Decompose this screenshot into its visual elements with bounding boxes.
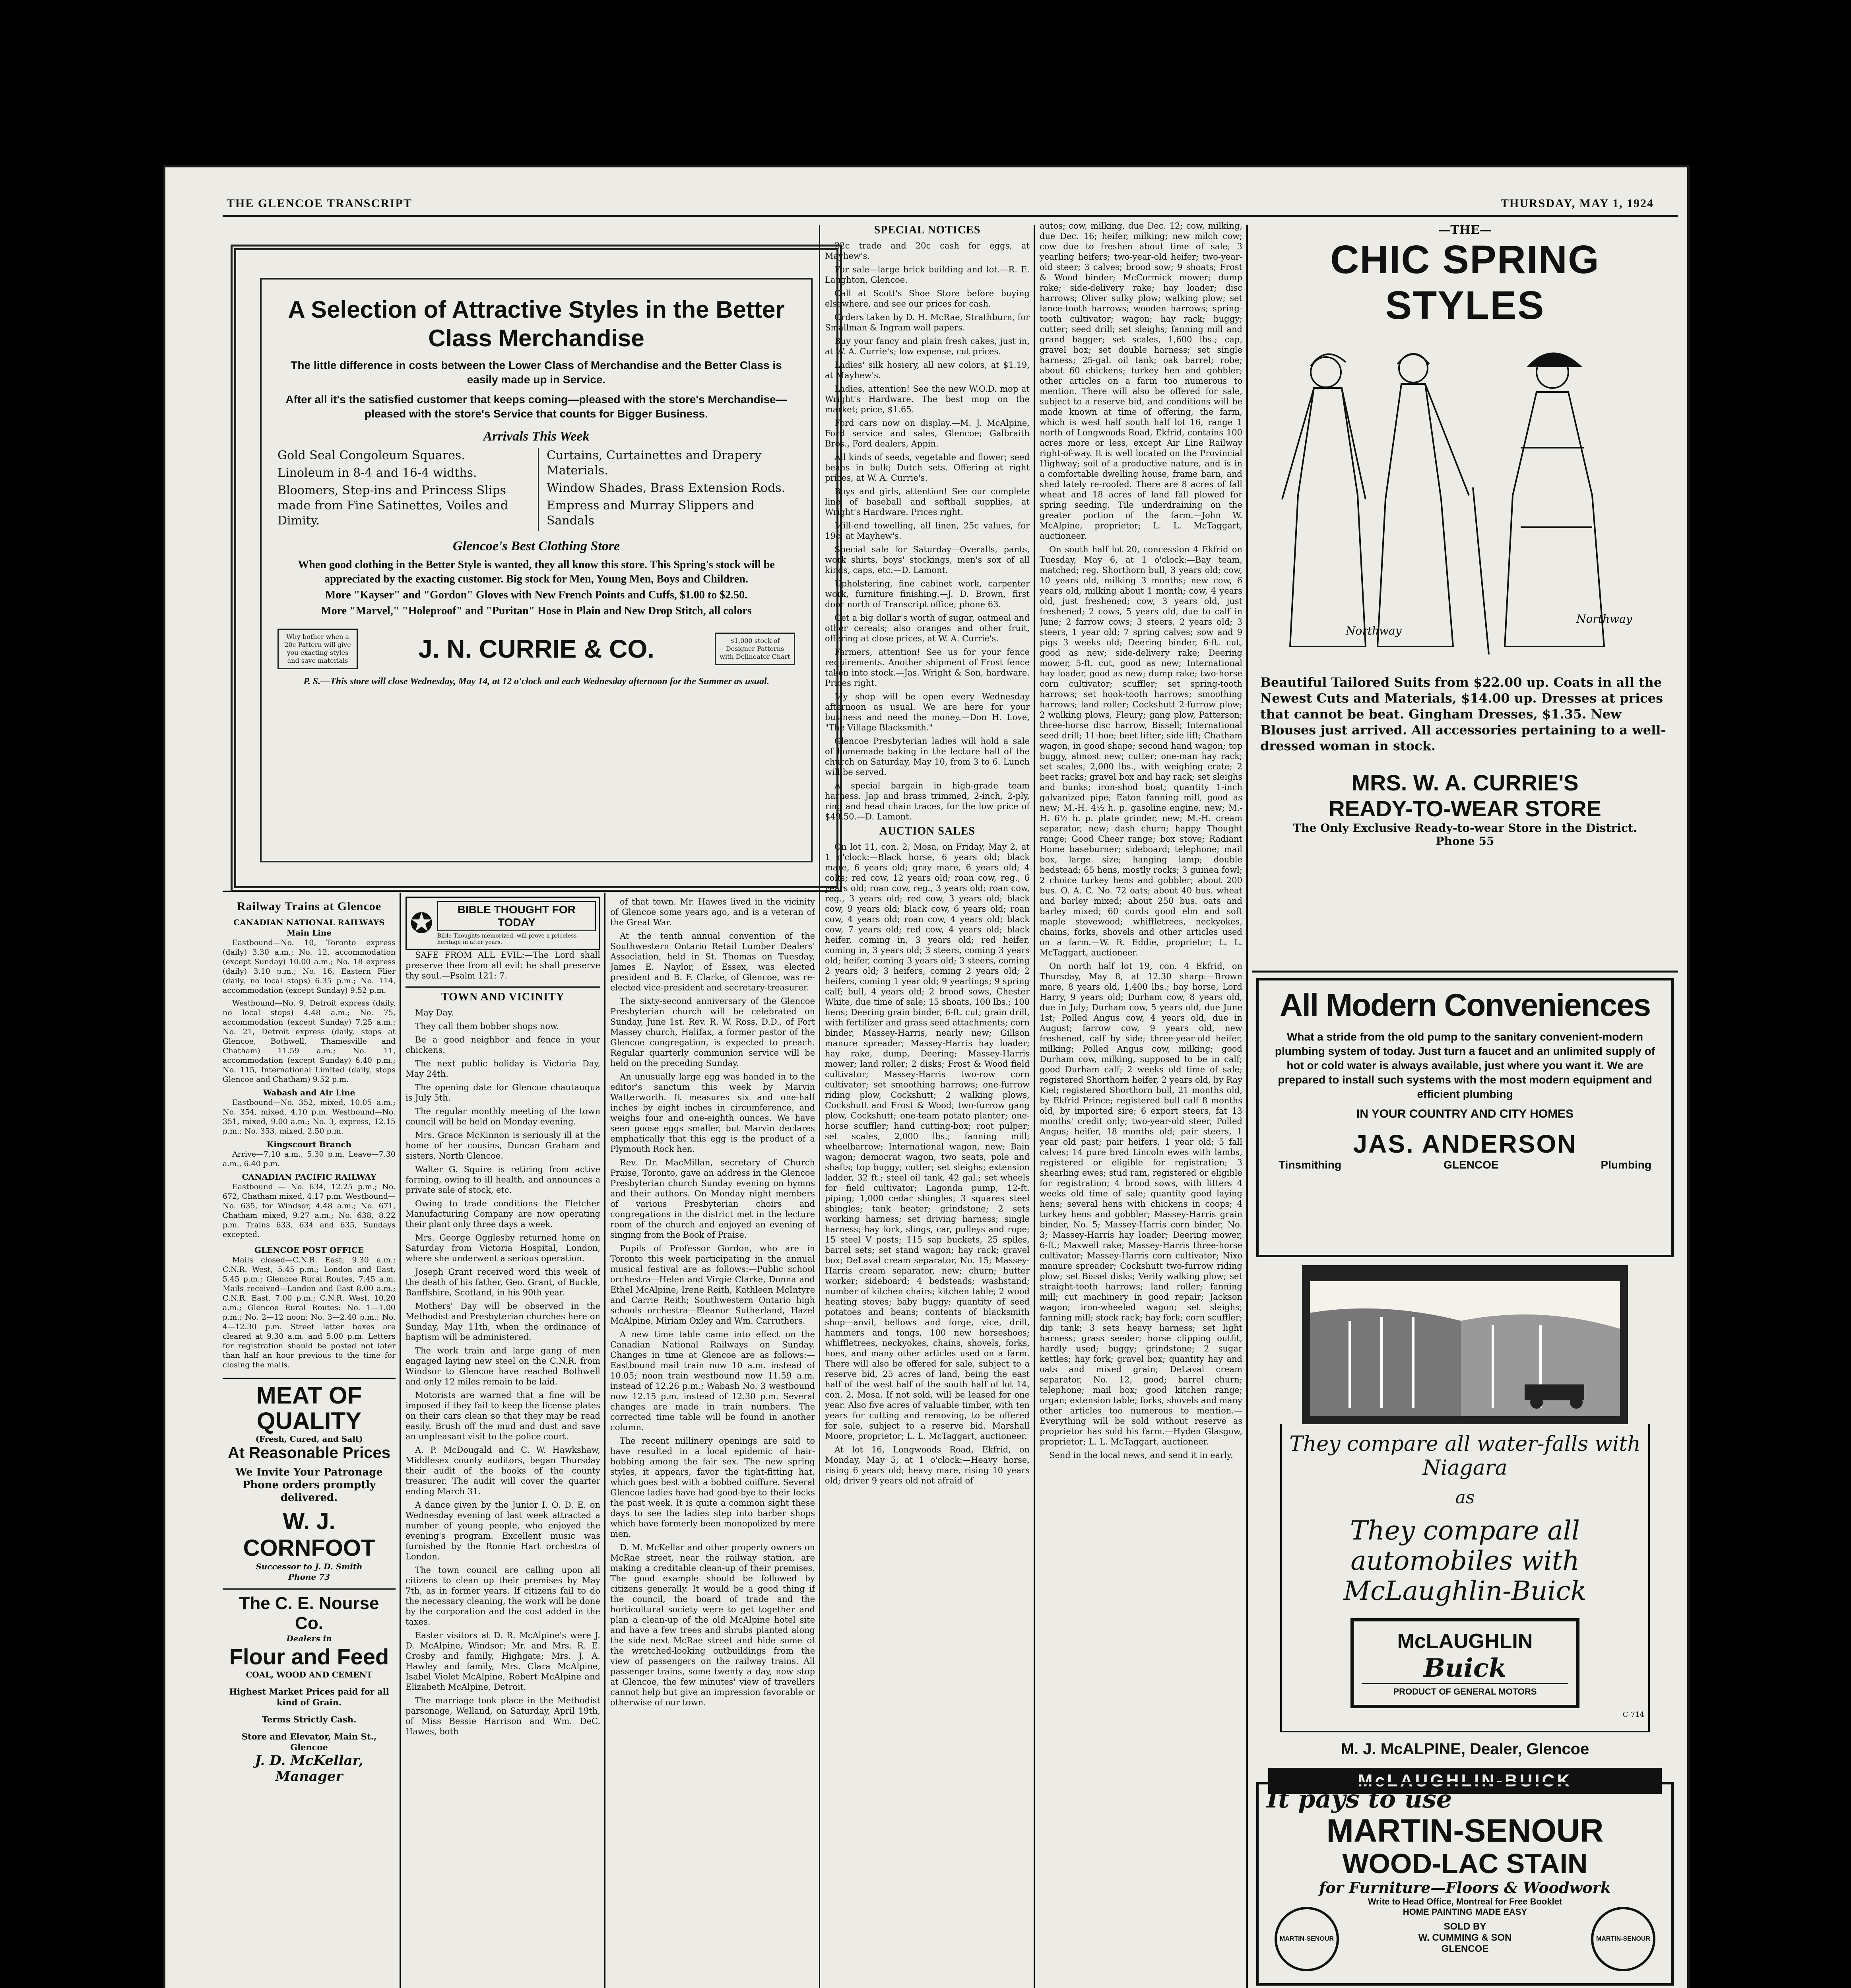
local-news-item: A new time table came into effect on the Canadian National Railways on Sunday. Changes in time at Glencoe are as follows:—Eastbound mail train now 10 a.m. instead of 10.05; noon train westbound now 11.59 a.m. instead of 12.26 p.m.; Wabash No. 3 westbound now 12.15 p.m. instead of 12.30 p.m. Several changes are made in train numbers. The corrected time table will be found in another column.: [610, 1330, 815, 1432]
currie-bottom-rule: [223, 891, 819, 892]
nourse-terms: Terms Strictly Cash.: [262, 1714, 357, 1724]
town-news-item: Mothers' Day will be observed in the Methodist and Presbyterian churches here on Sunday, May 11th, when the ordinance of baptism will be administered.: [406, 1301, 600, 1342]
column-town: [406, 897, 600, 1988]
town-news-item: Easter visitors at D. R. McAlpine's were J. D. McAlpine, Windsor; Mr. and Mrs. R. E. Crosby and family, Highgate; Mrs. J. A. Hawley and family, Mrs. Clara McAlpine, Isabel Violet McAlpine, Robert McAlpine and Elizabeth McAlpine, Detroit.: [406, 1631, 600, 1692]
column-local: [610, 897, 815, 1988]
arrivals-item: Linoleum in 8-4 and 16-4 widths.: [277, 466, 477, 480]
rail-kingscourt: Arrive—7.10 a.m., 5.30 p.m. Leave—7.30 a.m., 6.40 p.m.: [223, 1150, 396, 1168]
nourse-flour: Flour and Feed: [229, 1644, 389, 1669]
buick-ad: [1256, 1265, 1674, 1790]
town-news-item: Mrs. George Ogglesby returned home on Saturday from Victoria Hospital, London, where she underwent a serious operation.: [406, 1233, 600, 1263]
nourse-store: Store and Elevator, Main St., Glencoe: [241, 1732, 377, 1752]
martin-home: HOME PAINTING MADE EASY: [1403, 1907, 1527, 1917]
town-news-item: A. P. McDougald and C. W. Hawkshaw, Middlesex county auditors, began Thursday their audit of the books of the county treasurer. The audit will cover the quarter ending March 31.: [406, 1445, 600, 1496]
designer-note: $1,000 stock of Designer Patterns with Delineator Chart: [715, 633, 795, 665]
currie-store-name: J. N. CURRIE & CO.: [418, 635, 654, 663]
auction-text-1: On lot 11, con. 2, Mosa, on Friday, May 2, at 1 o'clock:—Black horse, 6 years old; black mare, 6 years old; gray mare, 6 years old; 4 colts; red cow, 12 years old; roan cow, reg., 6 years old; roan cow, reg., 3 years old; roan cow, reg., 3 years old; red cow, 3 years old; black cow, 9 years old; black cow, 6 years old; roan cow, 4 years old; roan cow, 4 years old; black cow, 7 years old; red cow, 4 years old; black heifer, coming in, 3 years old; red heifer, coming in, 3 years old; 3 steers, coming 3 years old; heifer, coming 3 years old; 3 steers, coming 2 years old; 3 heifers, coming 2 years old; 2 heifers, coming 1 year old; 9 yearlings; 9 spring calf; bull, 4 years old; 2 brood sows, Chester White, due time of sale; 15 shoats, 100 lbs.; 100 hens; Deering grain binder, 6-ft. cut; grain drill, with fertilizer and grass seed attachments; corn binder, Massey-Harris, nearly new; Gillson manure spreader; Massey-Harris hay loader; hay rake, dump, Deering; Massey-Harris mower; land roller; 2 disks; Frost & Wood field cultivator; Massey-Harris two-row corn cultivator; set smoothing harrows; one-furrow riding plow, Cockshutt; 2 walking plows, Cockshutt and Frost & Wood; two-furrow gang plow, Cockshutt; one-team potato planter; one-horse scuffler; hand cutting-box; root pulper; set scales, 2,000 lbs.; fanning mill; wheelbarrow; International wagon, new; Bain wagon; democrat wagon, two seats, pole and shafts; top buggy; cutter; set sleighs; extension ladder, 32 ft.; steel oil tank, 42 gal.; set wheels for field cultivator; Lagonda pump, 12-ft. piping; 1,000 cedar shingles; 3 squares steel shingles; tank heater; grindstone; 2 sets working harness; set driving harness; single harness; hay fork, slings, car, pulleys and rope; 15 steel V posts; 115 sap buckets, 25 spiles, barrel sets; set stand wagon; hay rack; gravel box; DeLaval cream separator, No. 15; Massey-Harris cream separator, new; churn; butter worker; sideboard; 4 bedsteads; washstand; number of kitchen chairs; kitchen table; 2 wood heating stoves; baby buggy; quantity of seed potatoes and beans; contents of blacksmith shop—anvil, bellows and forge, vice, drill, hammers and tongs, 100 new horseshoes; whiffletrees, neckyokes, chains, shovels, forks, hoes, and many other articles used on a farm. There will also be offered for sale, subject to a reserve bid, 25 acres of land, being the east half of the west half of the south half of lot 14, con. 2, Mosa. If not sold, will be leased for one year. Also five acres of valuable timber, with ten years for cutting and removing, to be offered for sale, subject to a reserve bid. Marshall Moore, proprietor; L. L. McTaggart, auctioneer.: [825, 842, 1030, 1441]
bible-caption: Bible Thoughts memorized, will prove a priceless heritage in after years.: [437, 933, 577, 945]
rail-wabash: Eastbound—No. 352, mixed, 10.05 a.m.; No. 354, mixed, 4.10 p.m. Westbound—No. 351, mixed, 9.00 a.m.; No. 3, express, 12.15 p.m.; No. 353, mixed, 2.50 p.m.: [223, 1098, 396, 1136]
martin-title: MARTIN-SENOUR: [1326, 1813, 1604, 1849]
special-notice: Glencoe Presbyterian ladies will hold a sale of homemade baking in the lecture hall of the church on Saturday, May 10, from 3 to 6. Lunch will be served.: [825, 736, 1030, 777]
railway-title: Railway Trains at Glencoe: [237, 900, 382, 913]
arrivals-item: Bloomers, Step-ins and Princess Slips made from Fine Satinettes, Voiles and Dimity.: [277, 483, 508, 528]
anderson-tinsmithing: Tinsmithing: [1279, 1159, 1342, 1171]
cpr-title: CANADIAN PACIFIC RAILWAY: [242, 1172, 376, 1182]
local-news-item: of that town. Mr. Hawes lived in the vicinity of Glencoe some years ago, and is a veteran of the Great War.: [610, 897, 815, 927]
special-body: [825, 241, 1030, 822]
meat-invite: We Invite Your Patronage Phone orders promptly delivered.: [235, 1466, 383, 1504]
town-news-item: The opening date for Glencoe chautauqua is July 5th.: [406, 1083, 600, 1103]
special-notice: Mill-end towelling, all linen, 25c values, for 19c, at Mayhew's.: [825, 521, 1030, 541]
special-notice: My shop will be open every Wednesday afternoon as usual. We are here for your business and need the money.—Don H. Love, "The Village Blacksmith.": [825, 692, 1030, 732]
town-news-item: They call them bobber shops now.: [415, 1021, 559, 1031]
arrivals-item: Window Shades, Brass Extension Rods.: [547, 481, 786, 495]
buick-banner: McLAUGHLIN-BUICK: [1268, 1768, 1662, 1794]
anderson-homes: IN YOUR COUNTRY AND CITY HOMES: [1356, 1107, 1574, 1120]
town-body: [406, 1008, 600, 1737]
meat-ad: [223, 1378, 396, 1582]
local-news-body: [610, 897, 815, 1708]
cornfoot-phone: Phone 73: [288, 1572, 330, 1582]
kingscourt-title: Kingscourt Branch: [266, 1140, 352, 1149]
special-notice: Ford cars now on display.—M. J. McAlpine, Ford service and sales, Glencoe; Galbraith Bros., Ford dealers, Appin.: [825, 418, 1030, 448]
clothing-gloves: More "Kayser" and "Gordon" Gloves with New French Points and Cuffs, $1.00 to $2.50.: [325, 589, 748, 601]
newspaper-page: [163, 165, 1690, 1988]
town-news-item: Joseph Grant received word this week of the death of his father, Geo. Grant, of Buckle, Banffshire, Scotland, in his 90th year.: [406, 1267, 600, 1297]
pattern-note: Why bother when a 20c Pattern will give you exacting styles and save materials: [277, 629, 358, 669]
special-notice: All kinds of seeds, vegetable and flower; seed beans in bulk; Dutch sets. Offering at right prices, at W. A. Currie's.: [825, 452, 1030, 483]
bible-text: SAFE FROM ALL EVIL:—The Lord shall preserve thee from all evil: he shall preserve thy soul.—Psalm 121: 7.: [406, 950, 600, 980]
column-rule: [819, 225, 820, 1988]
nourse-coal: COAL, WOOD AND CEMENT: [246, 1670, 373, 1679]
column-ads: [1252, 221, 1678, 1988]
meat-prices: At Reasonable Prices: [227, 1444, 391, 1462]
anderson-ad: [1256, 978, 1674, 1257]
auction-cont: autos; cow, milking, due Dec. 12; cow, milking, due Dec. 16; heifer, milking; new milch cow; cow due to freshen about time of sale; 3 yearling heifers; two-year-old heifer; two-year-old steer; 3 calves; brood sow; 9 shoats; Frost & Wood binder; McCormick mower; dump rake; side-delivery rake; hay loader; disc harrows; Oliver sulky plow; walking plow; set lance-tooth harrows; wooden harrows; spring-tooth cultivator; wagon; hay rack; buggy; cutter; seed drill; set sleighs; fanning mill and grand bagger; set scales, 1,600 lbs.; cap, gravel box; set double harness; set single harness; 25-gal. oil tank; oak barrel; robe; about 60 chickens; turkey hen and gobbler; other articles on a farm too numerous to mention. There will also be offered for sale, subject to a reserve bid, and conditions will be made known at time of offering, the farm, which is west half south half lot 16, range 1 north of Longwoods Road, Ekfrid, contains 100 acres more or less, except Air Line Railway right-of-way. It is well located on the Provincial Highway; soil of a productive nature, and is in a comfortable dwelling house, frame barn, and shed lately re-roofed. There are 8 acres of fall wheat and 18 acres of land fall plowed for spring seeding. Tile underdraining on the greater portion of the farm.—John W. McAlpine, proprietor; L. L. McTaggart, auctioneer.: [1040, 221, 1242, 541]
special-notice: Ladies' silk hosiery, all new colors, at $1.19, at Mayhew's.: [825, 360, 1030, 380]
closing-note: Send in the local news, and send it in early.: [1049, 1450, 1233, 1460]
local-news-item: At the tenth annual convention of the Southwestern Ontario Retail Lumber Dealers' Association, held in St. Thomas on Tuesday, James E. Naylor, of Essex, was elected president and B. F. Clarke, of Glencoe, was re-elected vice-president and secretary-treasurer.: [610, 931, 815, 992]
meat-title: MEAT OF QUALITY: [256, 1382, 362, 1434]
buick-emblem: [1350, 1618, 1579, 1708]
currie-footer: [277, 629, 795, 669]
martin-write: Write to Head Office, Montreal for Free Booklet: [1368, 1897, 1562, 1906]
column-rule: [1246, 225, 1248, 1988]
currie-intro-2: After all it's the satisfied customer that keeps coming—pleased with the store's Merchandise—pleased with the store's Service that counts for Bigger Business.: [285, 393, 787, 420]
special-notice: Upholstering, fine cabinet work, carpenter work, furniture finishing.—J. D. Brown, first door north of Transcript office; phone 63.: [825, 579, 1030, 609]
rail-cpr: Eastbound — No. 634, 12.25 p.m.; No. 672, Chatham mixed, 4.17 p.m. Westbound—No. 635, for Windsor, 4.48 a.m.; No. 671, Chatham mixed, 9.27 a.m.; No. 638, 8.22 p.m. Trains 633, 634 and 635, Sundays excepted.: [223, 1182, 396, 1239]
auction-title: AUCTION SALES: [879, 825, 975, 837]
chic-title: CHIC SPRING STYLES: [1330, 237, 1600, 328]
currie-intro-1: The little difference in costs between the Lower Class of Merchandise and the Better Class is easily made up in Service.: [291, 359, 782, 386]
town-news-item: May Day.: [415, 1008, 454, 1017]
buick-line-1: They compare all water-falls with Niagara: [1289, 1432, 1641, 1480]
town-title: TOWN AND VICINITY: [441, 991, 565, 1003]
chic-sub: The Only Exclusive Ready-to-wear Store in the District.: [1293, 821, 1637, 835]
cornfoot-successor: Successor to J. D. Smith: [256, 1562, 363, 1571]
post-title: GLENCOE POST OFFICE: [254, 1245, 364, 1255]
bible-title: BIBLE THOUGHT FOR TODAY: [437, 901, 596, 931]
chic-store: MRS. W. A. CURRIE'S: [1351, 770, 1579, 795]
column-rule: [400, 893, 401, 1988]
chic-text: Beautiful Tailored Suits from $22.00 up. Coats in all the Newest Cuts and Materials, $14.00 up. Dresses at prices that cannot be beat. Gingham Dresses, $1.35. New Blouses just arrived. All accessories pertaining to a well-dressed woman in stock.: [1260, 675, 1666, 753]
buick-dealer: M. J. McALPINE, Dealer, Glencoe: [1341, 1740, 1589, 1758]
clothing-hose: More "Marvel," "Holeproof" and "Puritan" Hose in Plain and New Drop Stitch, all colors: [321, 605, 752, 617]
niagara-falls-illustration: [1302, 1265, 1628, 1424]
special-notice: Ladies, attention! See the new W.O.D. mop at Wright's Hardware. The best mop on the market; price, $1.65.: [825, 384, 1030, 414]
local-news-item: An unusually large egg was handed in to the editor's sanctum this week by Marvin Watterworth. It measures six and one-half inches by eight inches in circumference, and weighs four and one-eighth ounces. We have seen goose eggs smaller, but Marvin declares emphatically that this egg is the product of a Plymouth Rock hen.: [610, 1072, 815, 1154]
martin-dealer: W. CUMMING & SON: [1418, 1932, 1512, 1943]
martin-seal-right: MARTIN-SENOUR: [1591, 1907, 1655, 1971]
special-title: SPECIAL NOTICES: [874, 224, 981, 236]
town-news-item: Motorists are warned that a fine will be imposed if they fail to keep the license plates on their cars clean so that they may be read easily. Brush off the mud and dust and save an unpleasant visit to the police court.: [406, 1390, 600, 1441]
martin-town: GLENCOE: [1441, 1943, 1489, 1954]
main-line-label: Main Line: [286, 928, 332, 938]
column-rule: [1034, 225, 1035, 1988]
special-notice: A special bargain in high-grade team harness. Jap and brass trimmed, 2-inch, 2-ply, ring and head chain traces, for the low price of $49.50.—D. Lamont.: [825, 781, 1030, 821]
town-news-item: The regular monthly meeting of the town council will be held on Monday evening.: [406, 1107, 600, 1126]
emblem-buick: Buick: [1423, 1653, 1507, 1683]
fashion-illustration: [1266, 328, 1664, 674]
town-news-item: Mrs. Grace McKinnon is seriously ill at the home of her cousins, Duncan Graham and sisters, North Glencoe.: [406, 1130, 600, 1161]
arrivals-list: [277, 448, 795, 531]
chic-phone: Phone 55: [1436, 835, 1494, 848]
arrivals-item: Empress and Murray Slippers and Sandals: [547, 499, 755, 528]
special-notice: 22c trade and 20c cash for eggs, at Mayhew's.: [825, 241, 1030, 261]
nourse-prices: Highest Market Prices paid for all kind of Grain.: [229, 1687, 389, 1707]
auction-text-2: At lot 16, Longwoods Road, Ekfrid, on Monday, May 5, at 1 o'clock:—Heavy horse, rising 6 years old; heavy mare, rising 10 years old; driver 9 years old not afraid of: [825, 1445, 1030, 1485]
post-office-text: Mails closed—C.N.R. East, 9.30 a.m.; C.N.R. West, 5.45 p.m.; London and East, 5.45 p.m.; Glencoe Rural Routes, 7.45 a.m. Mails received—London and East 8.00 a.m.; C.N.R. East, 7.00 p.m.; C.N.R. West, 10.20 a.m.; Glencoe Rural Routes: No. 1—1.00 p.m.; No. 2—12 noon; No. 3—2.40 p.m.; No. 4—12.30 p.m. Street letter boxes are cleared at 9.30 a.m. and 5.00 p.m. Letters for registration should be posted not later than half an hour previous to the time for closing the mails.: [223, 1256, 396, 1369]
anderson-name: JAS. ANDERSON: [1353, 1130, 1577, 1158]
cornfoot-name: W. J. CORNFOOT: [243, 1508, 375, 1561]
nourse-manager: J. D. McKellar, Manager: [255, 1753, 363, 1784]
northway-logo: Northway: [1346, 624, 1402, 637]
martin-senour-ad: [1256, 1782, 1674, 1986]
local-news-item: D. M. McKellar and other property owners on McRae street, near the railway station, are making a creditable clean-up of their premises. The good example should be followed by citizens generally. It would be a good thing if the council, the board of trade and the horticultural society were to get together and plan a clean-up of the old McAlpine hotel site and have a few trees and shrubs planted along the side next McRae street and hide some of the wretched-looking outbuildings from the view of passengers on the railway trains. All passenger trains, some twenty a day, now stop at Glencoe, the few minutes' view of travellers cannot help but give an impression favorable or otherwise of our town.: [610, 1543, 815, 1707]
town-news-item: The marriage took place in the Methodist parsonage, Welland, on Saturday, April 19th, of Miss Bessie Harrison and Wm. DeC. Hawes, both: [406, 1696, 600, 1736]
column-auctions: [1040, 221, 1242, 1988]
rail-westbound: Westbound—No. 9, Detroit express (daily, no local stops) 4.48 a.m.; No. 75, accommodation (except Sunday) 7.25 a.m.; No. 21, Detroit express (daily, stops at Glencoe, Bothwell, Thamesville and Chatham) 11.59 a.m.; No. 11, accommodation (except Sunday) 6.40 p.m.; No. 115, International Limited (daily, stops Glencoe and Chatham) 9.52 p.m.: [223, 999, 396, 1084]
martin-wood: WOOD-LAC STAIN: [1342, 1848, 1588, 1879]
buick-code: C-714: [1622, 1710, 1644, 1719]
currie-ps: P. S.—This store will close Wednesday, May 14, at 12 o'clock and each Wednesday afternoon for the Summer as usual.: [303, 676, 769, 687]
special-notice: For sale—large brick building and lot.—R. E. Laughton, Glencoe.: [825, 265, 1030, 285]
martin-pays: It pays to use: [1267, 1784, 1452, 1813]
town-news-item: A dance given by the Junior I. O. D. E. on Wednesday evening of last week attracted a number of young people, who enjoyed the evening's program. Excellent music was furnished by the Ronnie Hart orchestra of London.: [406, 1500, 600, 1561]
auction-glasgow: On north half lot 19, con. 4 Ekfrid, on Thursday, May 8, at 12.30 sharp:—Brown mare, 8 years old, 1,400 lbs.; bay horse, Lord Harry, 9 years old; Durham cow, 8 years old, due in July; Durham cow, 5 years old, due June 1st; Polled Angus cow, 4 years old, due in August; farrow cow, 9 years old, new freshened, calf by side; three-year-old heifer, milking; Polled Angus cow, milking; good Durham cow, milking, supposed to be in calf; good Durham calf; 2 weeks old time of sale; registered Shorthorn heifer, 2 years old, by Ray Kiel; registered Shorthorn bull, 21 months old, by Ekfrid Prince; registered bull calf 8 months old, by imported sire; 6 export steers, fat 13 months' credit only; two-year-old steer, Polled Angus; heifer, 18 months old; pair steers, 1 year old past; pair heifers, 1 year old; 5 fall calves; 14 pure bred Lincoln ewes with lambs, registered or eligible for registration; 3 shearling ewes; stud ram, registered or eligible for registration; 4 brood sows, with litters 4 weeks old time of sale; quantity good laying hens; several hens with chickens in coops; 4 turkey hens and gobbler; Massey-Harris grain binder, No. 5; Massey-Harris corn binder, No. 3; Massey-Harris hay loader; Deering mower, 6-ft.; Maxwell rake; Massey-Harris three-horse cultivator; Massey-Harris corn cultivator; Nixo manure spreader; Cockshutt two-furrow riding plow; set Bissel disks; Verity walking plow; set straight-tooth harrows; land roller; fanning mill; cut machinery in good repair; Jackson wagon; iron-wheeled wagon; set sleighs; fanning mill; stock rack; hay fork; corn scuffler; dip tank; 3 sets heavy harness; set light harness; grass seeder; horse clipping outfit, hardly used; buggy; grindstone; 2 sugar kettles; hay fork; gravel box; quantity hay and oats and mixed grain; DeLaval cream separator, No. 12, good; barrel churn; telephone; mail box; good kitchen range; organ; extension table; forks, shovels and many other articles too numerous to mention.—Everything will be sold without reserve as proprietor has sold his farm.—Hyden Glasgow, proprietor; L. L. McTaggart, auctioneer.: [1040, 961, 1242, 1446]
local-news-item: Rev. Dr. MacMillan, secretary of Church Praise, Toronto, gave an address in the Glencoe Presbyterian church Sunday evening on hymns and their authors. On Monday night members of various Presbyterian choirs and congregations in the district met in the lecture room of the church and enjoyed an evening of singing from the Book of Praise.: [610, 1158, 815, 1240]
chic-pre: —THE—: [1438, 223, 1492, 237]
martin-sold: SOLD BY: [1444, 1921, 1486, 1932]
bible-box: [406, 897, 600, 950]
buick-line-2: They compare all automobiles with McLaughlin-Buick: [1343, 1515, 1587, 1606]
meat-sub: (Fresh, Cured, and Salt): [255, 1434, 363, 1444]
nourse-name: The C. E. Nourse Co.: [239, 1594, 379, 1633]
town-news-item: Owing to trade conditions the Fletcher Manufacturing Company are now operating their plant only three days a week.: [406, 1199, 600, 1229]
currie-headline: A Selection of Attractive Styles in the Better Class Merchandise: [288, 296, 785, 351]
currie-advertisement: [231, 245, 842, 892]
local-news-item: The sixty-second anniversary of the Glencoe Presbyterian church will be celebrated on Sunday, June 1st. Rev. R. W. Ross, D.D., of Fort Massey church, Halifax, a former pastor of the Glencoe congregation, is expected to preach. Regular quarterly communion service will be held on the preceding Sunday.: [610, 996, 815, 1068]
martin-seal-left: MARTIN-SENOUR: [1275, 1907, 1339, 1971]
town-news-item: Walter G. Squire is retiring from active farming, owing to ill health, and announces a private sale of stock, etc.: [406, 1165, 600, 1195]
nourse-ad: [223, 1588, 396, 1784]
wabash-title: Wabash and Air Line: [263, 1088, 355, 1097]
town-news-item: The work train and large gang of men engaged laying new steel on the C.N.R. from Windsor to Glencoe have reached Bothwell and only 12 miles remain to be laid.: [406, 1346, 600, 1386]
emblem-gm: PRODUCT OF GENERAL MOTORS: [1362, 1683, 1568, 1697]
clothing-text: [277, 558, 795, 618]
anderson-title: All Modern Conveniences: [1280, 987, 1650, 1023]
chic-ad: [1252, 223, 1678, 973]
arrivals-title: Arrivals This Week: [483, 429, 590, 444]
anderson-plumbing: Plumbing: [1601, 1159, 1651, 1171]
town-news-item: The next public holiday is Victoria Day, May 24th.: [406, 1059, 600, 1079]
column-rule: [604, 893, 605, 1988]
special-notice: Get a big dollar's worth of sugar, oatmeal and other cereals; also oranges and other fruit, offering at close prices, at W. A. Currie's.: [825, 613, 1030, 643]
header-rule: [223, 215, 1678, 217]
special-notice: Call at Scott's Shoe Store before buying elsewhere, and see our prices for cash.: [825, 289, 1030, 309]
running-head-paper: THE GLENCOE TRANSCRIPT: [227, 197, 412, 210]
special-notice: Special sale for Saturday—Overalls, pants, work shirts, boys' stockings, men's sox of all kinds, caps, etc.—D. Lamont.: [825, 545, 1030, 575]
star-icon: ✪: [410, 907, 433, 940]
emblem-mclaughlin: McLAUGHLIN: [1397, 1630, 1533, 1653]
town-news-item: Be a good neighbor and fence in your chickens.: [406, 1035, 600, 1055]
column-notices: [825, 221, 1030, 1988]
running-head-date: THURSDAY, MAY 1, 1924: [1500, 197, 1654, 210]
rail-eastbound: Eastbound—No. 10, Toronto express (daily) 3.30 a.m.; No. 12, accommodation (except Sunday) 10.00 a.m.; No. 18 express (daily) 3.10 p.m.; No. 16, Eastern Flier (daily, no local stops) 6.35 p.m.; No. 114, accommodation (except Sunday) 9.52 p.m.: [223, 938, 396, 995]
special-notice: Farmers, attention! See us for your fence requirements. Another shipment of Frost fence taken into stock.—Jas. Wright & Son, hardware. Prices right.: [825, 647, 1030, 688]
special-notice: Buy your fancy and plain fresh cakes, just in, at W. A. Currie's; low expense, cut prices.: [825, 336, 1030, 356]
auction-eddie: On south half lot 20, concession 4 Ekfrid on Tuesday, May 6, at 1 o'clock:—Bay team, matched; reg. Shorthorn bull, 3 years old; cow, 10 years old, milking 3 months; new cow, 6 years old, milking about 1 month; cow, 4 years old, just freshened; cow, 3 years old, just freshened; 2 cows, 5 years old, due to calf in June; 2 farrow cows; 3 steers, 2 years old; 3 steers, 1 year old; 7 spring calves; sow and 9 pigs 3 weeks old; Deering binder, 6-ft. cut, good as new; side-delivery rake; Deering mower, 5-ft. cut, good as new; International hay loader, good as new; dump rake; two-horse corn cultivator; scuffler; set spring-tooth harrows; set hook-tooth harrows; smoothing harrows; land roller; Cockshutt 2-furrow plow; 2 walking plows, Fleury; gang plow, Patterson; three-horse disc harrow, Bissell; International seed drill; 11-hoe; beet lifter; side lift; Chatham wagon, in good shape; second hand wagon; top buggy, almost new; cutter; one-man hay rack; set scales, 2,000 lbs., with weighing crate; 2 beet racks; gravel box and hay rack; set sleighs and bunks; iron-shod boat; quantity 1-inch galvanized pipe; Eaton fanning mill, good as new; M.-H. 4½ h. p. gasoline engine, new; M.-H. 6½ h. p. plate grinder, new; M.-H. cream separator, new; dash churn; happy Thought range; Good Cheer range; box stove; Radiant Home baseburner; sideboard; telephone; mail box, large size; hanging lamp; double bedstead; 65 hens, mostly rocks; 3 guinea fowl; 2 choice turkey hens and gobbler; about 200 bus. O. A. C. No. 72 oats; about 40 bus. wheat and barley mixed; about 250 bus. oats and barley mixed; 60 cords good elm and soft maple stovewood; whiffletrees, neckyokes, chains, forks, shovels and other articles used on a farm.—W. R. Eddie, proprietor; L. L. McTaggart, auctioneer.: [1040, 545, 1242, 957]
martin-for: for Furniture—Floors & Woodwork: [1319, 1879, 1611, 1897]
anderson-town: GLENCOE: [1444, 1159, 1499, 1171]
arrivals-item: Curtains, Curtainettes and Drapery Materials.: [547, 448, 762, 478]
local-news-item: Pupils of Professor Gordon, who are in Toronto this week participating in the annual musical festival are as follows:—Public school orchestra—Helen and Virgie Clarke, Donna and Ethel McAlpine, Irene Reith, Kathleen McIntyre and Carrie Reith; Southwestern Ontario high schools orchestra—Eleanor Sutherland, Hazel McAlpine, Miriam Oxley and Wm. Carruthers.: [610, 1244, 815, 1326]
arrivals-item: Gold Seal Congoleum Squares.: [277, 448, 465, 462]
anderson-text: What a stride from the old pump to the sanitary convenient-modern plumbing system of today. Just turn a faucet and an unlimited supply of hot or cold water is always available, just where you want it. We are prepared to install such systems with the most modern equipment and efficient plumbing: [1275, 1031, 1655, 1100]
clothing-title: Glencoe's Best Clothing Store: [452, 539, 620, 553]
special-notice: Orders taken by D. H. McRae, Strathburn, for Smallman & Ingram wall papers.: [825, 313, 1030, 332]
town-news-item: The town council are calling upon all citizens to clean up their premises by May 7th, as in former years. If citizens fail to do the necessary cleaning, the work will be done by the corporation and the cost added in the taxes.: [406, 1565, 600, 1627]
chic-store-2: READY-TO-WEAR STORE: [1329, 796, 1601, 821]
column-railway: [223, 897, 396, 1988]
northway-logo: Northway: [1576, 612, 1632, 625]
clothing-para: When good clothing in the Better Style is wanted, they all know this store. This Spring's stock will be appreciated by the exacting customer. Big stock for Men, Young Men, Boys and Children.: [298, 559, 775, 585]
cnr-title: CANADIAN NATIONAL RAILWAYS: [233, 918, 385, 927]
local-news-item: The recent millinery openings are said to have resulted in a local epidemic of hair-bobbing among the fair sex. The new spring styles, it appears, favor the tight-fitting hat, which goes best with a bobbed coiffure. Several Glencoe ladies have had good-bye to their locks the past week. It is quite a common sight these days to see the ladies step into barber shops which have formerly been monopolized by mere men.: [610, 1436, 815, 1539]
nourse-dealers: Dealers in: [286, 1634, 332, 1643]
buick-as: as: [1455, 1487, 1475, 1508]
special-notice: Boys and girls, attention! See our complete line of baseball and softball supplies, at Wright's Hardware. Prices right.: [825, 487, 1030, 517]
